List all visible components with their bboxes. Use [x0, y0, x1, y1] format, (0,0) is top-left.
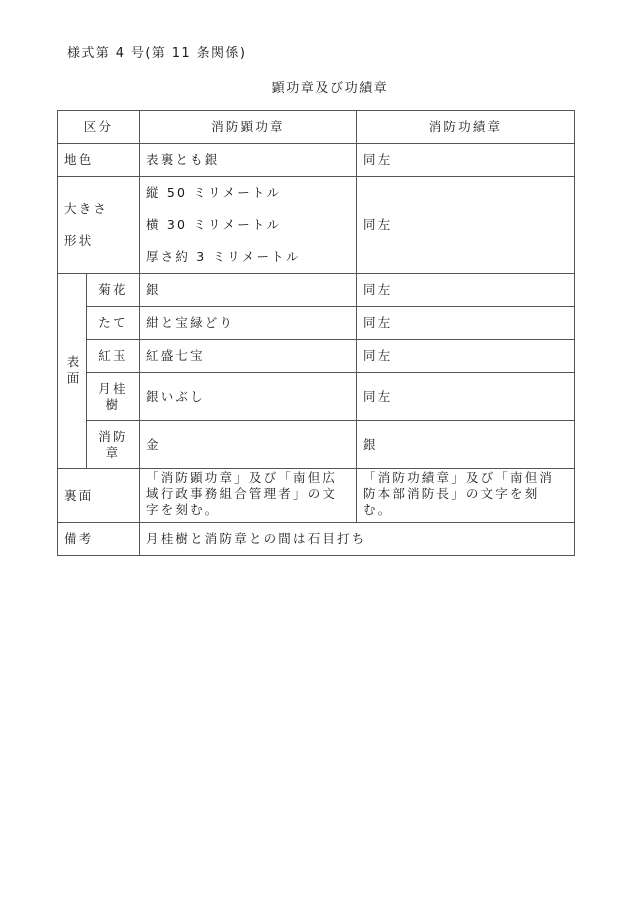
front-cell: 同左: [357, 373, 575, 421]
front-row-kougyoku: [58, 340, 575, 373]
size-label: 大きさ: [64, 201, 109, 216]
thickness-value: 厚さ約 3 ミリメートル: [146, 249, 301, 264]
front-cell: 同左: [357, 307, 575, 340]
back-row: [58, 469, 575, 523]
front-row-tate: [58, 307, 575, 340]
ground-color-col1: 表裏とも銀: [140, 144, 357, 177]
form-number: 様式第 4 号(第 11 条関係): [67, 46, 247, 61]
front-cell: 紅盛七宝: [140, 340, 357, 373]
size-shape-row: [58, 177, 575, 274]
front-row-gekkeiju: [58, 373, 575, 421]
front-sub-label: [87, 421, 140, 469]
medal-spec-table: [57, 110, 575, 556]
front-cell: 紺と宝緑どり: [140, 307, 357, 340]
ground-color-col2: 同左: [357, 144, 575, 177]
front-label: 表面: [58, 274, 87, 469]
front-cell: 同左: [357, 274, 575, 307]
front-sub-label: [87, 373, 140, 421]
front-cell: 銀: [140, 274, 357, 307]
header-col1: 消防顕功章: [140, 111, 357, 144]
front-row-kikka: [58, 274, 575, 307]
remarks-row: [58, 523, 575, 556]
front-row-shobosho: [58, 421, 575, 469]
front-sub-label: 菊花: [87, 274, 140, 307]
header-row: [58, 111, 575, 144]
ground-color-label: 地色: [58, 144, 140, 177]
document-title: 顕功章及び功績章: [271, 81, 389, 96]
sub-label-line: 消防: [98, 428, 128, 444]
front-cell: 同左: [357, 340, 575, 373]
front-sub-label: たて: [87, 307, 140, 340]
front-cell: 銀いぶし: [140, 373, 357, 421]
remarks-text: 月桂樹と消防章との間は石目打ち: [140, 523, 575, 556]
width-value: 横 30 ミリメートル: [146, 217, 282, 232]
front-cell: 銀: [357, 421, 575, 469]
front-sub-label: 紅玉: [87, 340, 140, 373]
shape-label: 形状: [64, 233, 94, 248]
back-label: 裏面: [58, 469, 140, 523]
size-shape-col1: [140, 177, 357, 274]
length-value: 縦 50 ミリメートル: [146, 185, 282, 200]
front-cell: 金: [140, 421, 357, 469]
header-category: 区分: [58, 111, 140, 144]
remarks-label: 備考: [58, 523, 140, 556]
back-col1: 「消防顕功章」及び「南但広域行政事務組合管理者」の文字を刻む。: [140, 469, 357, 523]
size-shape-col2: 同左: [357, 177, 575, 274]
sub-label-line: 月桂: [98, 380, 128, 396]
header-col2: 消防功績章: [357, 111, 575, 144]
sub-label-line: 章: [105, 444, 121, 460]
ground-color-row: [58, 144, 575, 177]
size-shape-label: [58, 177, 140, 274]
back-col2: 「消防功績章」及び「南但消防本部消防長」の文字を刻む。: [357, 469, 575, 523]
sub-label-line: 樹: [105, 396, 121, 412]
